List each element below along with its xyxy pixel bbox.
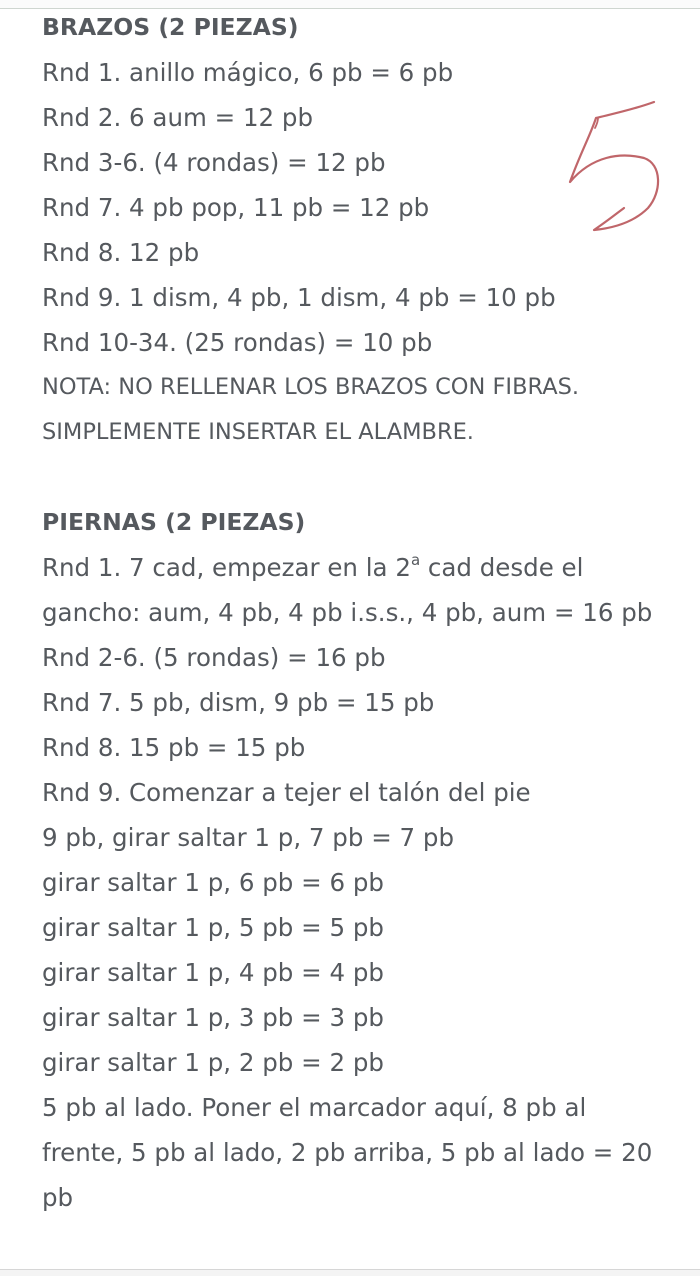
instruction-line-rnd1: [42, 545, 670, 635]
handwritten-number-5: [562, 96, 672, 236]
instruction-line: Rnd 2. 6 aum = 12 pb: [42, 103, 314, 132]
note-line: SIMPLEMENTE INSERTAR EL ALAMBRE.: [42, 419, 474, 445]
instruction-line: girar saltar 1 p, 3 pb = 3 pb: [42, 1003, 384, 1032]
handwritten-stroke: [570, 102, 658, 230]
instruction-line: 9 pb, girar saltar 1 p, 7 pb = 7 pb: [42, 823, 454, 852]
instruction-line: Rnd 8. 12 pb: [42, 238, 200, 267]
instruction-line: Rnd 3-6. (4 rondas) = 12 pb: [42, 148, 386, 177]
note-line: NOTA: NO RELLENAR LOS BRAZOS CON FIBRAS.: [42, 374, 580, 400]
instruction-line: Rnd 7. 5 pb, dism, 9 pb = 15 pb: [42, 688, 435, 717]
rnd1-text-end: cad desde el gancho: aum, 4 pb, 4 pb i.s.s., 4 pb, aum = 16 pb: [42, 553, 653, 627]
instruction-line: girar saltar 1 p, 4 pb = 4 pb: [42, 958, 384, 987]
instruction-line: girar saltar 1 p, 2 pb = 2 pb: [42, 1048, 384, 1077]
instruction-line: Rnd 2-6. (5 rondas) = 16 pb: [42, 643, 386, 672]
rnd1-text-start: Rnd 1. 7 cad, empezar en la 2: [42, 553, 411, 582]
section-heading-brazos: BRAZOS (2 PIEZAS): [42, 13, 299, 41]
ordinal-superscript: a: [410, 550, 421, 569]
bottom-divider: [0, 1269, 700, 1276]
instruction-line: Rnd 7. 4 pb pop, 11 pb = 12 pb: [42, 193, 430, 222]
instruction-line: 5 pb al lado. Poner el marcador aquí, 8 pb al frente, 5 pb al lado, 2 pb arriba, 5 pb al lado = 20 pb: [42, 1093, 653, 1212]
instruction-line: Rnd 8. 15 pb = 15 pb: [42, 733, 306, 762]
instruction-line: Rnd 1. anillo mágico, 6 pb = 6 pb: [42, 58, 454, 87]
section-heading-piernas: PIERNAS (2 PIEZAS): [42, 508, 306, 536]
section-piernas: [42, 500, 672, 1220]
instruction-line: Rnd 9. Comenzar a tejer el talón del pie: [42, 778, 531, 807]
instruction-line: Rnd 10-34. (25 rondas) = 10 pb: [42, 328, 433, 357]
instruction-line: girar saltar 1 p, 6 pb = 6 pb: [42, 868, 384, 897]
instruction-line: Rnd 9. 1 dism, 4 pb, 1 dism, 4 pb = 10 pb: [42, 283, 556, 312]
instruction-line: girar saltar 1 p, 5 pb = 5 pb: [42, 913, 384, 942]
